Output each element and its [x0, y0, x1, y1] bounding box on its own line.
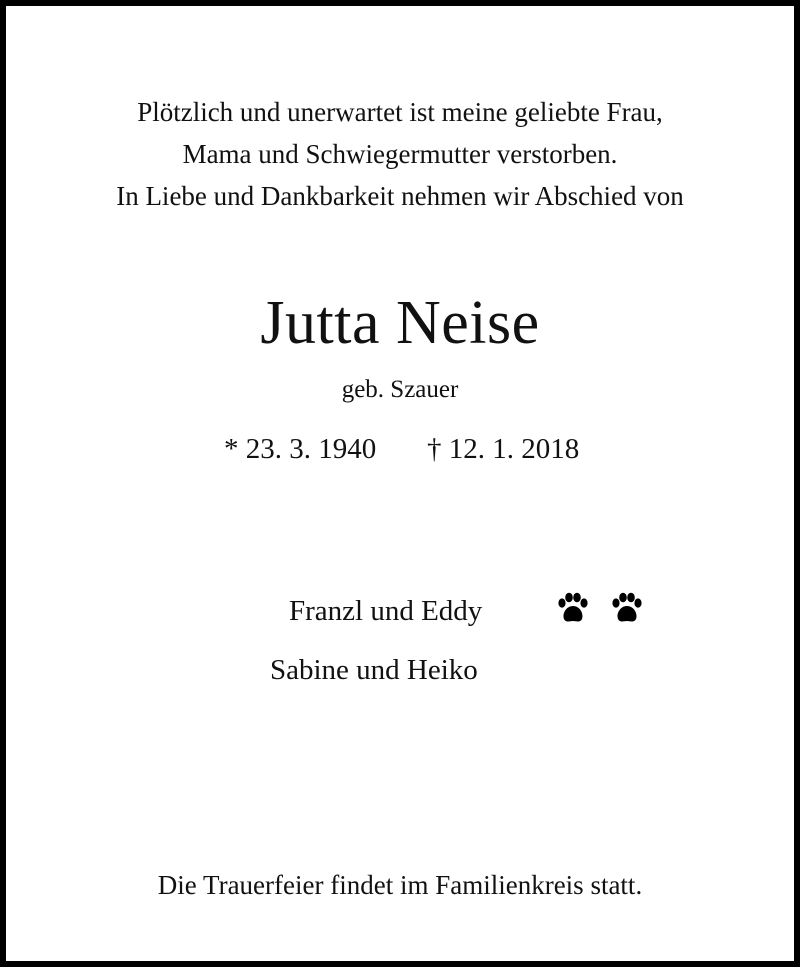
mourners-line-2: Sabine und Heiko: [270, 654, 478, 686]
intro-line-3: In Liebe und Dankbarkeit nehmen wir Abschied von: [116, 181, 684, 211]
intro-line-2: Mama und Schwiegermutter verstorben.: [182, 139, 618, 169]
deceased-name: Jutta Neise: [260, 289, 540, 357]
maiden-name: geb. Szauer: [341, 376, 459, 403]
paw-prints: [552, 592, 652, 626]
birth-date: * 23. 3. 1940: [224, 433, 377, 465]
funeral-note: Die Trauerfeier findet im Familienkreis statt.: [157, 870, 643, 900]
paw-print-icon: [556, 592, 590, 626]
death-date: † 12. 1. 2018: [427, 433, 580, 465]
mourners-line-1: Franzl und Eddy: [289, 595, 483, 627]
intro-line-1: Plötzlich und unerwartet ist meine geliebte Frau,: [137, 97, 663, 127]
paw-print-icon: [610, 592, 644, 626]
